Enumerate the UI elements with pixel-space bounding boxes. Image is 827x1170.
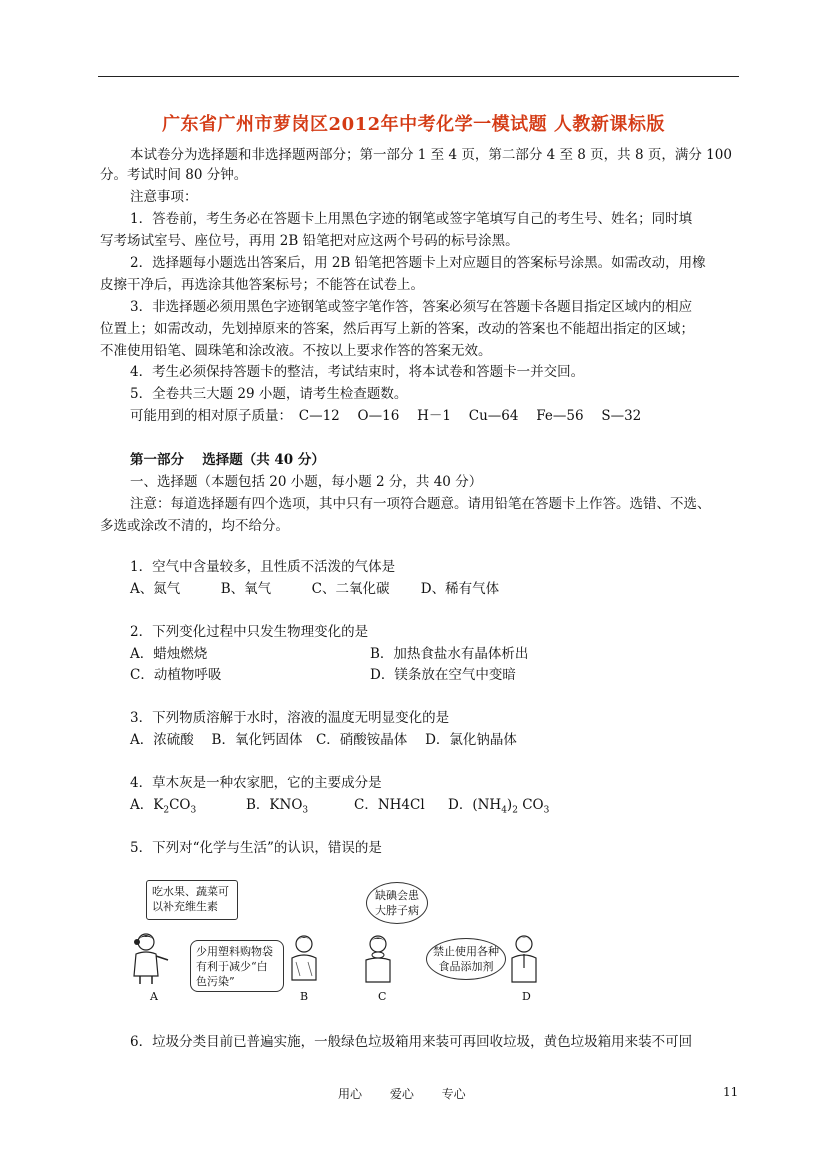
speech-bubble-c: 缺碘会患大脖子病	[366, 882, 428, 924]
question-5-figure	[120, 874, 560, 1006]
option-b: B．加热食盐水有晶体析出	[370, 646, 529, 662]
option-c: C．NH4Cl	[354, 797, 425, 813]
option-a: A．$K_2CO_3$	[130, 797, 197, 816]
notice-item: 3．非选择题必须用黑色字迹钢笔或签字笔作答，答案必须写在答题卡各题目指定区域内的相应	[130, 299, 693, 315]
atomic-masses: 可能用到的相对原子质量： C—12 O—16 H－1 Cu—64 Fe—56 S—32	[130, 408, 642, 424]
notice-heading: 注意事项：	[130, 189, 198, 205]
person-c-illustration	[360, 932, 396, 984]
notice-item: 写考场试室号、座位号，再用 2B 铅笔把对应这两个号码的标号涂黑。	[100, 233, 519, 249]
figure-label-c: C	[378, 990, 387, 1003]
notice-item: 4．考生必须保持答题卡的整洁，考试结束时，将本试卷和答题卡一并交回。	[130, 364, 585, 380]
speech-bubble-b: 少用塑料购物袋有利于减少“白色污染”	[190, 940, 284, 992]
notice-item: 2．选择题每小题选出答案后，用 2B 铅笔把答题卡上对应题目的答案标号涂黑。如需改动，用橡	[130, 255, 706, 271]
section-note: 注意：每道选择题有四个选项，其中只有一项符合题意。请用铅笔在答题卡上作答。选错、不选、	[130, 496, 711, 512]
figure-label-d: D	[522, 990, 531, 1003]
figure-label-a: A	[150, 990, 158, 1003]
footer-motto: 用心 爱心 专心	[338, 1087, 466, 1101]
question-5: 5．下列对“化学与生活”的认识，错误的是	[130, 840, 382, 856]
option-c: C．动植物呼吸	[130, 667, 222, 683]
page-title: 广东省广州市萝岗区2012年中考化学一模试题 人教新课标版	[162, 114, 665, 135]
question-6: 6．垃圾分类目前已普遍实施，一般绿色垃圾箱用来装可再回收垃圾，黄色垃圾箱用来装不可回	[130, 1034, 693, 1050]
speech-bubble-a: 吃水果、蔬菜可以补充维生素	[146, 880, 238, 920]
notice-item: 皮擦干净后，再选涂其他答案标号；不能答在试卷上。	[100, 277, 424, 293]
intro-line: 本试卷分为选择题和非选择题两部分；第一部分 1 至 4 页，第二部分 4 至 8 页，共 8 页，满分 100	[130, 147, 732, 163]
option-d: D．镁条放在空气中变暗	[370, 667, 516, 683]
question-3: 3．下列物质溶解于水时，溶液的温度无明显变化的是	[130, 710, 450, 726]
question-3-options: A．浓硫酸 B．氧化钙固体 C．硝酸铵晶体 D．氯化钠晶体	[130, 732, 517, 748]
option-d: D．$(NH_4)_2$ $CO_3$	[448, 797, 550, 816]
question-4: 4．草木灰是一种农家肥，它的主要成分是	[130, 775, 382, 791]
header-rule	[98, 76, 739, 77]
notice-item: 5．全卷共三大题 29 小题，请考生检查题数。	[130, 386, 408, 402]
intro-line: 分。考试时间 80 分钟。	[100, 167, 248, 183]
notice-item: 不准使用铅笔、圆珠笔和涂改液。不按以上要求作答的答案无效。	[100, 343, 492, 359]
figure-label-b: B	[300, 990, 309, 1003]
person-a-illustration	[128, 930, 170, 984]
option-a: A．蜡烛燃烧	[130, 646, 208, 662]
person-b-illustration	[286, 932, 322, 984]
question-1: 1．空气中含量较多，且性质不活泼的气体是	[130, 559, 396, 575]
speech-bubble-d: 禁止使用各种食品添加剂	[426, 938, 506, 980]
notice-item: 位置上；如需改动，先划掉原来的答案，然后再写上新的答案，改动的答案也不能超出指定的区域；	[100, 321, 694, 337]
section-note: 多选或涂改不清的，均不给分。	[100, 518, 289, 534]
part1-heading: 第一部分 选择题（共 40 分）	[130, 452, 325, 468]
notice-item: 1．答卷前，考生务必在答题卡上用黑色字迹的钢笔或签字笔填写自己的考生号、姓名；同时填	[130, 211, 693, 227]
page-number: 11	[723, 1085, 739, 1099]
option-b: B．$KNO_3$	[246, 797, 309, 816]
question-2: 2．下列变化过程中只发生物理变化的是	[130, 624, 369, 640]
section-heading: 一、选择题（本题包括 20 小题，每小题 2 分，共 40 分）	[130, 474, 483, 490]
question-1-options: A、氮气 B、氧气 C、二氧化碳 D、稀有气体	[130, 581, 500, 597]
person-d-illustration	[506, 932, 542, 984]
